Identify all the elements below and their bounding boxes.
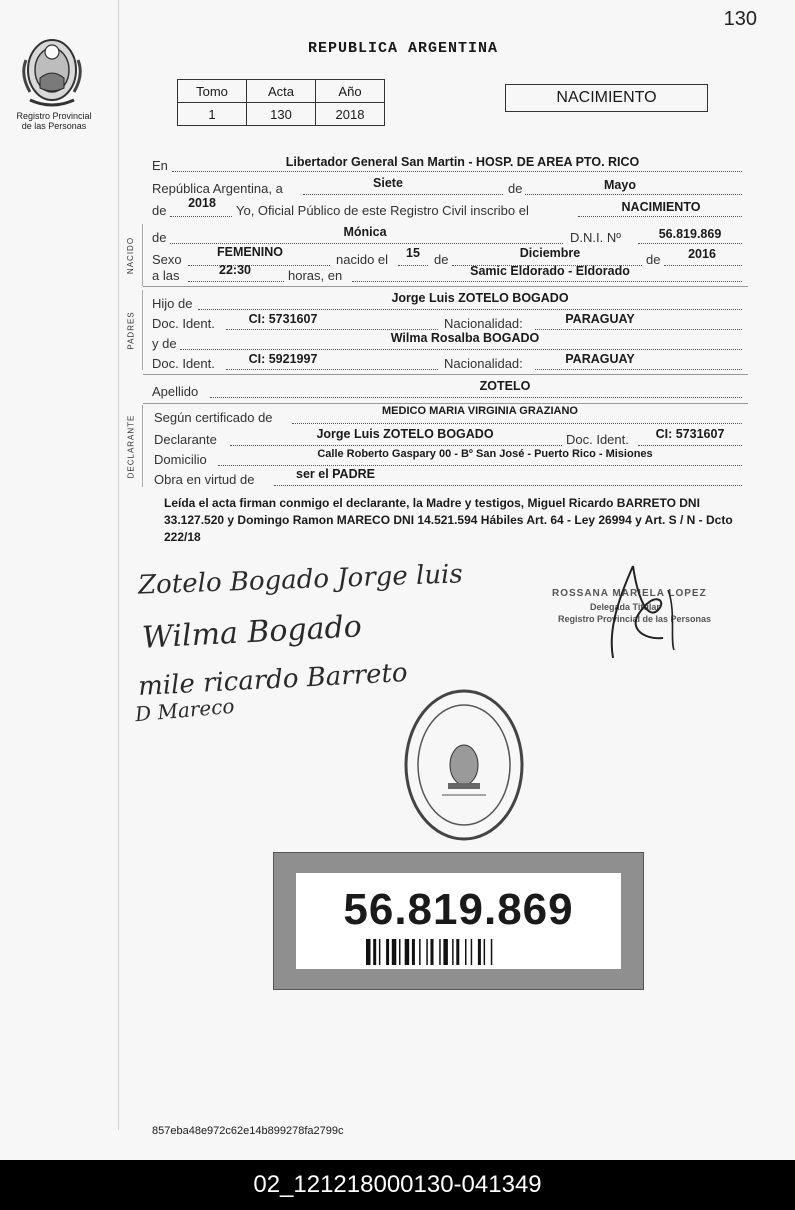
- year-header: Año: [316, 80, 385, 103]
- declarante-sidebar: DECLARANTE: [120, 405, 143, 487]
- tome-table: [177, 79, 385, 126]
- label-yo-oficial: Yo, Oficial Público de este Registro Civil inscribo el: [236, 203, 529, 218]
- padres-sidebar: PADRES: [120, 290, 143, 370]
- label-domicilio: Domicilio: [154, 452, 207, 467]
- address-value: Calle Roberto Gaspary 00 - Bº San José - Puerto Rico - Misiones: [317, 448, 653, 460]
- official-stamp: ROSSANA MARIELA LOPEZ Delegada Titular Registro Provincial de las Personas: [552, 588, 712, 624]
- label-doc-ident2: Doc. Ident.: [152, 356, 215, 371]
- label-doc-ident3: Doc. Ident.: [566, 432, 629, 447]
- birth-place-value: Samic Eldorado - Eldorado: [470, 264, 630, 278]
- label-en: En: [152, 158, 168, 173]
- father-name-value: Jorge Luis ZOTELO BOGADO: [391, 291, 569, 305]
- barcode-icon: [366, 939, 551, 965]
- page-title: REPUBLICA ARGENTINA: [308, 40, 499, 57]
- document-hash: 857eba48e972c62e14b899278fa2799c: [152, 1125, 344, 1137]
- place-value: Libertador General San Martin - HOSP. DE AREA PTO. RICO: [285, 155, 640, 169]
- mother-doc-value: CI: 5921997: [248, 352, 318, 366]
- label-republica: República Argentina, a: [152, 181, 283, 196]
- label-de2: de: [152, 203, 167, 218]
- label-de: de: [508, 181, 523, 196]
- label-de4: de: [646, 252, 661, 267]
- surname-value: ZOTELO: [479, 379, 531, 393]
- mother-name-value: Wilma Rosalba BOGADO: [390, 331, 540, 345]
- registry-seal-icon: [402, 685, 526, 845]
- label-nacido-el: nacido el: [336, 252, 389, 267]
- official-signature-icon: [578, 560, 698, 664]
- declarant-doc-value: CI: 5731607: [655, 427, 725, 441]
- label-apellido: Apellido: [152, 384, 199, 399]
- birth-time-value: 22:30: [219, 263, 251, 277]
- sex-value: FEMENINO: [217, 245, 283, 259]
- label-obra-en-virtud: Obra en virtud de: [154, 472, 255, 487]
- birth-month-value: Diciembre: [519, 246, 581, 260]
- label-doc-ident1: Doc. Ident.: [152, 316, 215, 331]
- year-value: 2018: [316, 103, 385, 126]
- birth-day-value: 15: [406, 246, 420, 260]
- closing-statement: Leída el acta firman conmigo el declarante, la Madre y testigos, Miguel Ricardo BARRETO DNI 33.127.520 y Domingo Ramon MARECO DNI 14.521.594 Hábiles Art. 64 - Ley 26994 y Art. S / N - Dcto 222/18: [164, 496, 733, 544]
- record-type-value: NACIMIENTO: [621, 200, 701, 214]
- acta-header: Acta: [247, 80, 316, 103]
- reason-value: ser el PADRE: [296, 467, 375, 481]
- first-name-value: Mónica: [343, 225, 387, 239]
- margin-line: [118, 0, 119, 1130]
- signature-mother: Wilma Bogado: [141, 609, 363, 656]
- month-value: Mayo: [604, 178, 636, 192]
- footer-code: 02_121218000130-041349: [0, 1160, 795, 1210]
- certificate-value: MEDICO MARIA VIRGINIA GRAZIANO: [382, 405, 578, 417]
- label-horas-en: horas, en: [288, 268, 343, 283]
- dni-number-block: [273, 852, 644, 990]
- label-hijo-de: Hijo de: [152, 296, 193, 311]
- tome-header: Tomo: [178, 80, 247, 103]
- label-nacionalidad1: Nacionalidad:: [444, 316, 523, 331]
- record-type-box: NACIMIENTO: [505, 84, 708, 112]
- label-sexo: Sexo: [152, 252, 182, 267]
- acta-value: 130: [247, 103, 316, 126]
- signature-declarant: Zotelo Bogado Jorge luis: [137, 559, 464, 601]
- page-number: 130: [723, 8, 757, 30]
- dni-big-number: 56.819.869: [343, 885, 574, 934]
- mother-nationality-value: PARAGUAY: [565, 352, 635, 366]
- signature-witness-2: D Mareco: [134, 693, 236, 727]
- father-doc-value: CI: 5731607: [248, 312, 318, 326]
- label-declarante: Declarante: [154, 432, 217, 447]
- label-segun-certificado: Según certificado de: [154, 410, 273, 425]
- dni-value: 56.819.869: [658, 227, 722, 241]
- nacido-sidebar: NACIDO: [120, 224, 143, 286]
- label-dni: D.N.I. Nº: [570, 230, 621, 245]
- provincial-crest-icon: [20, 30, 84, 110]
- tome-value: 1: [178, 103, 247, 126]
- label-nacionalidad2: Nacionalidad:: [444, 356, 523, 371]
- label-a-las: a las: [152, 268, 180, 283]
- year-written: 2018: [188, 196, 216, 210]
- declarant-name-value: Jorge Luis ZOTELO BOGADO: [316, 427, 494, 441]
- day-value: Siete: [373, 176, 403, 190]
- label-de3: de: [434, 252, 449, 267]
- label-de-nombre: de: [152, 230, 167, 245]
- label-y-de: y de: [152, 336, 177, 351]
- father-nationality-value: PARAGUAY: [565, 312, 635, 326]
- registry-label: Registro Provincial de las Personas: [16, 111, 92, 131]
- birth-year-value: 2016: [688, 247, 716, 261]
- signature-witness-1: mile ricardo Barreto: [137, 657, 409, 703]
